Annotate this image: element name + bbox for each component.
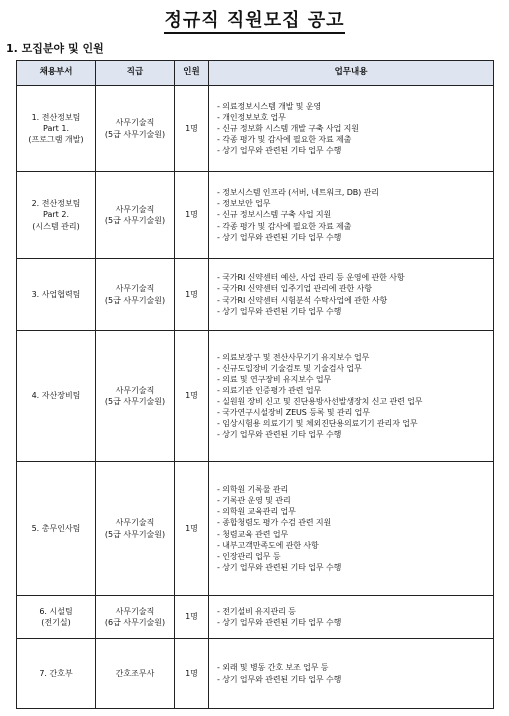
grade-cell	[96, 86, 175, 172]
department-cell	[17, 639, 96, 709]
department-cell-line: (전기실)	[41, 618, 71, 627]
headcount-cell: 1명	[175, 596, 209, 639]
grade-cell-line: (5급 사무기술원)	[104, 397, 166, 406]
duty-item: - 정보시스템 인프라 (서버, 네트워크, DB) 관리	[217, 188, 379, 198]
duties-list	[209, 662, 493, 684]
grade-cell	[96, 462, 175, 596]
grade-cell	[96, 172, 175, 259]
grade-cell-line: 사무기술직	[115, 606, 155, 616]
table-row	[17, 259, 494, 331]
department-cell-line: 1. 전산정보팀	[31, 112, 81, 122]
duty-item: - 상기 업무와 관련된 기타 업무 수행	[217, 618, 342, 627]
department-cell-line: 6. 시설팀	[39, 606, 73, 616]
duty-item: - 전기설비 유지관리 등	[217, 606, 296, 616]
table-header-row	[17, 61, 494, 86]
duty-item: - 국가RI 신약센터 입주기업 관리에 관한 사항	[217, 284, 372, 294]
department-cell	[17, 331, 96, 462]
duty-item: - 상기 업무와 관련된 기타 업무 수행	[217, 430, 342, 440]
headcount-cell: 1명	[175, 639, 209, 709]
table-row	[17, 596, 494, 639]
section-heading: 1. 모집분야 및 인원	[6, 42, 104, 55]
header-department: 채용부서	[17, 61, 96, 86]
duty-item: - 종합청렴도 평가 수검 관련 지원	[217, 518, 332, 528]
table-row	[17, 331, 494, 462]
duty-item: - 인장관리 업무 등	[217, 551, 281, 561]
duties-list	[209, 101, 493, 156]
department-cell-line: 5. 총무인사팀	[31, 523, 81, 533]
grade-cell	[96, 259, 175, 331]
grade-cell-line: 사무기술직	[115, 118, 155, 128]
duty-item: - 의료기관 인증평가 관련 업무	[217, 385, 322, 395]
table-row	[17, 172, 494, 259]
grade-cell-line: (6급 사무기술원)	[104, 618, 166, 627]
duties-list	[209, 187, 493, 242]
table-row	[17, 639, 494, 709]
grade-cell-line: 사무기술직	[115, 284, 155, 294]
grade-cell-line: (5급 사무기술원)	[104, 129, 166, 139]
grade-cell-line: 사무기술직	[115, 204, 155, 214]
duty-item: - 임상시험용 의료기기 및 체외진단용의료기기 관리자 업무	[217, 419, 418, 429]
duty-item: - 상기 업무와 관련된 기타 업무 수행	[217, 562, 342, 572]
duties-list	[209, 352, 493, 440]
duty-item: - 신규도입장비 기술검토 및 기술검사 업무	[217, 363, 362, 373]
duty-item: - 실원원 장비 신고 및 진단용방사선발생장치 신고 관련 업무	[217, 397, 423, 406]
header-grade: 직급	[96, 61, 175, 86]
grade-cell-line: 간호조무사	[115, 668, 155, 678]
headcount-cell: 1명	[175, 172, 209, 259]
duties-cell	[209, 596, 494, 639]
table-row	[17, 86, 494, 172]
department-cell	[17, 172, 96, 259]
duty-item: - 상기 업무와 관련된 기타 업무 수행	[217, 306, 342, 316]
department-cell	[17, 462, 96, 596]
grade-cell-line: 사무기술직	[115, 385, 155, 395]
duty-item: - 상기 업무와 관련된 기타 업무 수행	[217, 232, 342, 242]
headcount-cell: 1명	[175, 462, 209, 596]
duty-item: - 개인정보보호 업무	[217, 112, 286, 122]
duty-item: - 상기 업무와 관련된 기타 업무 수행	[217, 674, 342, 684]
headcount-cell: 1명	[175, 331, 209, 462]
title-text: 정규직 직원모집 공고	[164, 10, 344, 34]
duty-item: - 국가RI 신약센터 시험분석 수탁사업에 관한 사항	[217, 295, 388, 305]
department-cell	[17, 86, 96, 172]
duty-item: - 각종 평가 및 감사에 필요한 자료 제출	[217, 135, 352, 145]
duties-list	[209, 272, 493, 316]
department-cell-line: 7. 간호부	[39, 668, 73, 678]
grade-cell-line: (5급 사무기술원)	[104, 295, 166, 305]
duty-item: - 의료 및 연구장비 유지보수 업무	[217, 374, 332, 384]
department-cell-line: 4. 자산장비팀	[31, 391, 81, 401]
duty-item: - 신규 정보시스템 구축 사업 지원	[217, 210, 332, 220]
department-cell	[17, 596, 96, 639]
header-headcount: 인원	[175, 61, 209, 86]
duties-cell	[209, 172, 494, 259]
duties-list	[209, 484, 493, 572]
header-duties: 업무내용	[209, 61, 494, 86]
duties-cell	[209, 259, 494, 331]
duty-item: - 의료보장구 및 전산사무기기 유지보수 업무	[217, 352, 370, 362]
duty-item: - 청렴교육 관련 업무	[217, 529, 289, 539]
duties-cell	[209, 86, 494, 172]
department-cell-line: (시스템 관리)	[32, 221, 80, 231]
duty-item: - 국가연구시설장비 ZEUS 등록 및 관리 업무	[217, 408, 370, 418]
duty-item: - 의료정보시스템 개발 및 운영	[217, 101, 322, 111]
grade-cell	[96, 331, 175, 462]
duty-item: - 기록관 운영 및 관리	[217, 496, 291, 506]
department-cell-line: Part 1.	[43, 123, 69, 133]
department-cell-line: Part 2.	[43, 210, 69, 220]
duties-cell	[209, 462, 494, 596]
grade-cell	[96, 596, 175, 639]
duties-cell	[209, 331, 494, 462]
grade-cell-line: (5급 사무기술원)	[104, 529, 166, 539]
duty-item: - 의학원 기록물 관리	[217, 485, 289, 495]
grade-cell	[96, 639, 175, 709]
duty-item: - 내부고객만족도에 관한 사항	[217, 540, 319, 550]
department-cell-line: 2. 전산정보팀	[31, 199, 81, 209]
grade-cell-line: (5급 사무기술원)	[104, 216, 166, 225]
recruitment-table	[16, 60, 494, 709]
duty-item: - 각종 평가 및 감사에 필요한 자료 제출	[217, 221, 352, 231]
duty-item: - 정보보안 업무	[217, 199, 271, 209]
department-cell-line: 3. 사업협력팀	[31, 289, 81, 299]
table-row	[17, 462, 494, 596]
headcount-cell: 1명	[175, 86, 209, 172]
duty-item: - 외래 및 병동 간호 보조 업무 등	[217, 663, 329, 673]
duty-item: - 의학원 교육관리 업무	[217, 507, 296, 517]
duties-cell	[209, 639, 494, 709]
headcount-cell: 1명	[175, 259, 209, 331]
page-title	[0, 6, 509, 32]
duty-item: - 신규 정보화 시스템 개발 구축 사업 지원	[217, 123, 359, 133]
department-cell-line: (프로그램 개발)	[28, 135, 84, 145]
duty-item: - 상기 업무와 관련된 기타 업무 수행	[217, 146, 342, 156]
duty-item: - 국가RI 신약센터 예산, 사업 관리 등 운영에 관한 사항	[217, 273, 405, 283]
grade-cell-line: 사무기술직	[115, 518, 155, 528]
department-cell	[17, 259, 96, 331]
duties-list	[209, 606, 493, 628]
